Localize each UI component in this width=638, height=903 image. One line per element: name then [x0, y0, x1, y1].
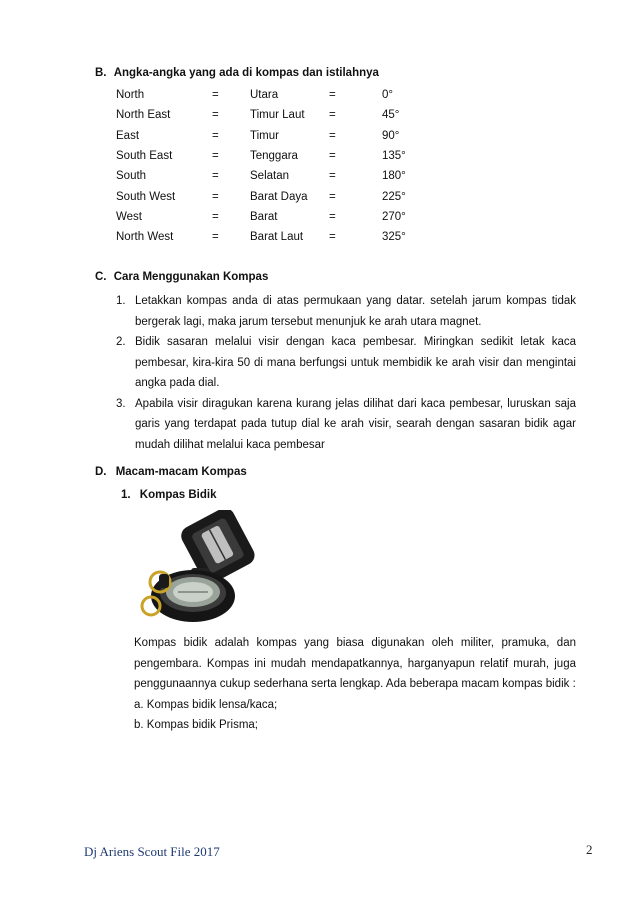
table-row: [116, 130, 536, 148]
direction-degrees: 45°: [382, 109, 400, 122]
list-item-number: 1.: [116, 295, 126, 307]
equals-sign: =: [212, 190, 219, 203]
direction-degrees: 135°: [382, 149, 406, 162]
list-item: a. Kompas bidik lensa/kaca;: [134, 698, 278, 711]
section-b-letter: B.: [95, 67, 107, 79]
direction-indonesian: Timur: [250, 129, 279, 142]
list-item: b. Kompas bidik Prisma;: [134, 719, 258, 731]
equals-sign: =: [212, 109, 219, 122]
equals-sign: =: [329, 149, 336, 162]
direction-indonesian: Utara: [250, 89, 279, 101]
equals-sign: =: [329, 109, 336, 122]
equals-sign: =: [212, 231, 219, 244]
direction-indonesian: Tenggara: [250, 149, 298, 162]
equals-sign: =: [329, 129, 336, 142]
direction-indonesian: Barat Laut: [250, 231, 304, 244]
section-c-heading: [95, 271, 268, 283]
list-item-text: Apabila visir diragukan karena kurang jelas dilihat dari kaca pembesar, luruskan saja garis yang terdapat pada tutup dial ke arah visir, searah dengan sasaran bidik agar mudah dilihat melalui kaca pembesar: [135, 397, 576, 451]
subsection-title: Kompas Bidik: [139, 489, 217, 501]
table-row: [116, 191, 536, 209]
section-c-letter: C.: [95, 271, 107, 283]
direction-degrees: 325°: [382, 231, 406, 244]
direction-english: South West: [116, 190, 176, 203]
direction-english: East: [116, 129, 140, 142]
lensatic-compass-image: [133, 510, 263, 626]
direction-english: North East: [116, 109, 171, 122]
list-item-text: Letakkan kompas anda di atas permukaan yang datar. setelah jarum kompas tidak bergerak lagi, maka jarum tersebut menunjuk ke arah utara magnet.: [135, 295, 576, 328]
section-c-title: Cara Menggunakan Kompas: [113, 271, 269, 283]
direction-english: West: [116, 210, 142, 223]
equals-sign: =: [212, 210, 219, 223]
table-row: [116, 170, 536, 188]
direction-degrees: 90°: [382, 129, 400, 142]
equals-sign: =: [329, 231, 336, 244]
equals-sign: =: [212, 170, 219, 183]
direction-indonesian: Barat: [250, 210, 278, 223]
direction-english: North: [116, 89, 145, 101]
equals-sign: =: [329, 170, 336, 183]
list-item-number: 2.: [116, 336, 126, 348]
direction-degrees: 270°: [382, 210, 406, 223]
footer-text: Dj Ariens Scout File 2017: [84, 844, 220, 859]
equals-sign: =: [329, 89, 336, 101]
usage-list: [116, 291, 576, 455]
direction-english: South: [116, 170, 147, 183]
list-item: [116, 291, 576, 332]
page-number: 2: [586, 842, 593, 857]
table-row: [116, 109, 536, 127]
equals-sign: =: [212, 149, 219, 162]
table-row: [116, 211, 536, 229]
description-paragraph: Kompas bidik adalah kompas yang biasa digunakan oleh militer, pramuka, dan pengembara. Kompas ini mudah mendapatkannya, harganyapun relatif murah, juga penggunaannya cukup sederhana serta lengkap. Ada beberapa macam kompas bidik :: [134, 637, 576, 690]
direction-english: North West: [116, 231, 174, 244]
subsection-number: 1.: [121, 489, 131, 501]
equals-sign: =: [212, 89, 219, 101]
section-d-heading: [95, 466, 247, 478]
direction-indonesian: Selatan: [250, 170, 290, 183]
list-item-text: Bidik sasaran melalui visir dengan kaca pembesar. Miringkan sedikit letak kaca pembesar, kira-kira 50 di mana berfungsi untuk membidik ke arah visir dan mengintai angka pada dial.: [135, 336, 576, 389]
section-b-title: Angka-angka yang ada di kompas dan istilahnya: [113, 67, 379, 79]
direction-indonesian: Barat Daya: [250, 190, 308, 203]
equals-sign: =: [212, 129, 219, 142]
direction-english: South East: [116, 149, 173, 162]
list-item: [116, 332, 576, 394]
table-row: [116, 231, 536, 249]
equals-sign: =: [329, 210, 336, 223]
list-item: [116, 394, 576, 456]
section-d-letter: D.: [95, 466, 107, 478]
direction-degrees: 180°: [382, 170, 406, 183]
section-b-heading: [95, 67, 379, 79]
section-d-title: Macam-macam Kompas: [115, 466, 247, 478]
direction-indonesian: Timur Laut: [250, 109, 305, 122]
direction-degrees: 225°: [382, 190, 406, 203]
table-row: [116, 150, 536, 168]
direction-degrees: 0°: [382, 89, 393, 101]
subsection-heading: [121, 489, 216, 501]
kompas-bidik-description: [134, 633, 576, 736]
table-row: [116, 89, 536, 107]
list-item-number: 3.: [116, 397, 126, 410]
equals-sign: =: [329, 190, 336, 203]
